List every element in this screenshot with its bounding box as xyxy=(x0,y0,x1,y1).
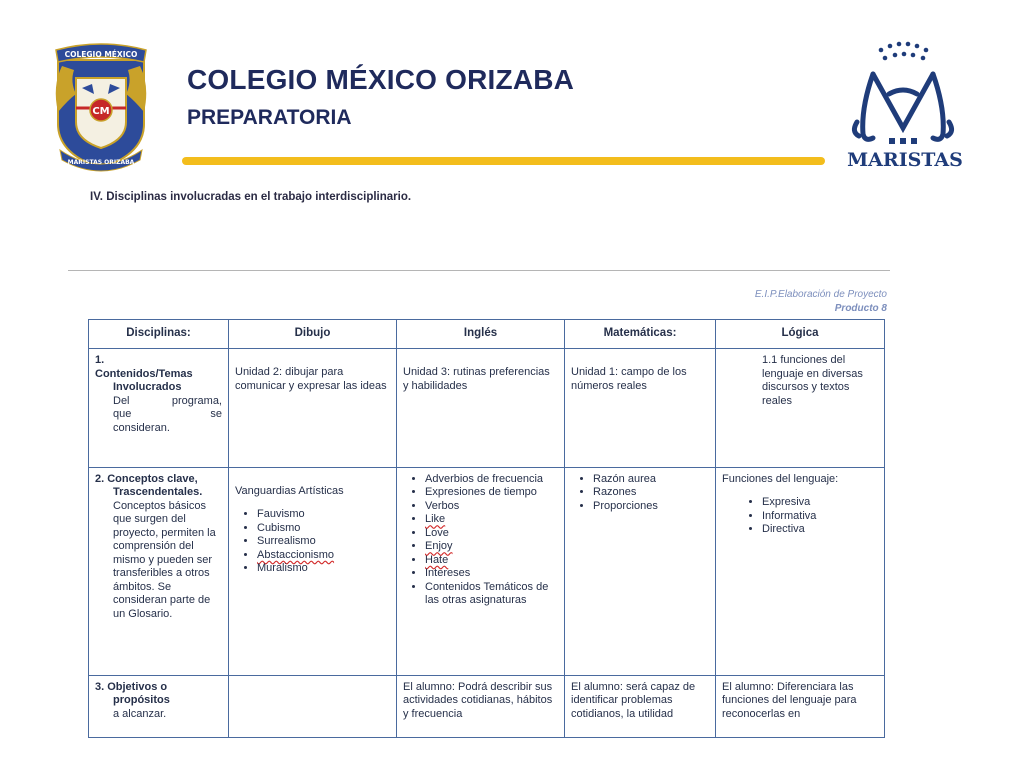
row3-logica-cell: El alumno: Diferenciara las funciones del lenguaje para reconocerlas en xyxy=(716,675,885,737)
row1-matematicas-cell xyxy=(565,349,716,468)
crest-monogram: CM xyxy=(92,106,110,117)
header-logica: Lógica xyxy=(716,320,885,349)
list-item: • Expresiva xyxy=(762,496,878,510)
row2-logica-cell xyxy=(716,467,885,675)
maristas-logo-text: MARISTAS xyxy=(847,149,963,171)
row3-label-cell xyxy=(89,675,229,737)
list-item xyxy=(425,554,558,568)
row2-logica-list xyxy=(722,496,878,537)
row1-label-desc-a: Del programa, xyxy=(113,394,222,407)
am-monogram-icon xyxy=(854,74,951,139)
row1-ingles-cell xyxy=(397,349,565,468)
row1-label-cell xyxy=(89,349,229,468)
row1-label-desc-b: que se xyxy=(113,408,222,420)
horizontal-rule xyxy=(68,270,890,271)
row1-label-title: Contenidos/Temas xyxy=(95,367,193,380)
row2-label-title: 2. Conceptos clave, xyxy=(95,472,198,485)
list-item xyxy=(257,549,390,563)
table-row xyxy=(89,349,885,468)
disciplines-table xyxy=(88,319,885,738)
page-title: COLEGIO MÉXICO ORIZABA xyxy=(187,64,575,95)
list-item-text: Enjoy xyxy=(425,540,453,553)
row2-dibujo-cell xyxy=(229,467,397,675)
row1-ingles-text: Unidad 3: rutinas preferencias y habilidades xyxy=(403,366,550,392)
list-item-text: Like xyxy=(425,513,446,526)
row3-label-title: 3. Objetivos o xyxy=(95,680,168,693)
row2-label-title2: Trascendentales. xyxy=(113,486,203,499)
row1-logica-cell xyxy=(716,349,885,468)
list-item: • Love xyxy=(425,527,558,541)
list-item: • Informativa xyxy=(762,510,878,524)
list-item: • Adverbios de frecuencia xyxy=(425,473,558,487)
gold-divider-bar xyxy=(182,157,825,165)
row3-dibujo-cell xyxy=(229,675,397,737)
stars-crown-icon xyxy=(879,42,929,61)
table-header-row xyxy=(89,320,885,349)
page-subtitle: PREPARATORIA xyxy=(187,106,352,129)
row2-label-desc: Conceptos básicos que surgen del proyecto, permiten la comprensión del mismo y pueden ser transferibles a otros ámbitos. Se consideran parte de un Glosario. xyxy=(113,499,216,620)
header-disciplinas: Disciplinas: xyxy=(89,320,229,349)
list-item: • Contenidos Temáticos de las otras asignaturas xyxy=(425,581,558,608)
list-item: • Surrealismo xyxy=(257,535,390,549)
row1-matematicas-text: Unidad 1: campo de los números reales xyxy=(571,366,687,392)
crest-top-text: COLEGIO MÉXICO xyxy=(64,50,138,59)
row2-logica-intro: Funciones del lenguaje: xyxy=(722,472,839,485)
list-item: • Cubismo xyxy=(257,522,390,536)
crest-bottom-text: MARISTAS ORIZABA xyxy=(67,159,135,166)
list-item xyxy=(425,513,558,527)
list-item: • Razones xyxy=(593,486,709,500)
row2-ingles-cell xyxy=(397,467,565,675)
list-item xyxy=(425,540,558,554)
list-item-text: Hate xyxy=(425,553,449,566)
reference-line-1: E.I.P.Elaboración de Proyecto xyxy=(754,289,887,300)
list-item: • Proporciones xyxy=(593,500,709,514)
row2-ingles-list xyxy=(403,473,558,608)
row2-matematicas-cell xyxy=(565,467,716,675)
header-dibujo: Dibujo xyxy=(229,320,397,349)
row3-label-desc: a alcanzar. xyxy=(113,707,167,720)
row1-dibujo-cell xyxy=(229,349,397,468)
maristas-logo xyxy=(843,38,968,173)
list-item: • Razón aurea xyxy=(593,473,709,487)
list-item-text: Abstaccionismo xyxy=(257,548,335,561)
list-item: • Verbos xyxy=(425,500,558,514)
row3-matematicas-cell: El alumno: será capaz de identificar problemas cotidianos, la utilidad xyxy=(565,675,716,737)
table-row xyxy=(89,467,885,675)
list-item: • Fauvismo xyxy=(257,508,390,522)
reference-line-2: Producto 8 xyxy=(834,303,887,314)
list-item: • Muralismo xyxy=(257,562,390,576)
row2-matematicas-list xyxy=(571,473,709,514)
row2-label-cell xyxy=(89,467,229,675)
row3-ingles-cell: El alumno: Podrá describir sus actividades cotidianas, hábitos y frecuencia xyxy=(397,675,565,737)
row1-label-desc-c: consideran. xyxy=(113,421,170,434)
table-row xyxy=(89,675,885,737)
row2-dibujo-list xyxy=(235,508,390,576)
row3-label-title2: propósitos xyxy=(113,694,170,707)
header-ingles: Inglés xyxy=(397,320,565,349)
row2-dibujo-intro: Vanguardias Artísticas xyxy=(235,484,344,497)
header-matematicas: Matemáticas: xyxy=(565,320,716,349)
list-item: • Directiva xyxy=(762,523,878,537)
row1-label-title2: Involucrados xyxy=(113,381,182,393)
list-item: • Intereses xyxy=(425,567,558,581)
row1-dibujo-text: Unidad 2: dibujar para comunicar y expresar las ideas xyxy=(235,366,387,392)
list-item: • Expresiones de tiempo xyxy=(425,486,558,500)
row1-label-number: 1. xyxy=(95,354,105,366)
row1-logica-text: 1.1 funciones del lenguaje en diversas discursos y textos reales xyxy=(762,354,863,407)
colegio-mexico-crest-logo xyxy=(46,42,156,172)
section-heading: IV. Disciplinas involucradas en el trabajo interdisciplinario. xyxy=(90,191,412,203)
document-reference xyxy=(755,288,887,316)
